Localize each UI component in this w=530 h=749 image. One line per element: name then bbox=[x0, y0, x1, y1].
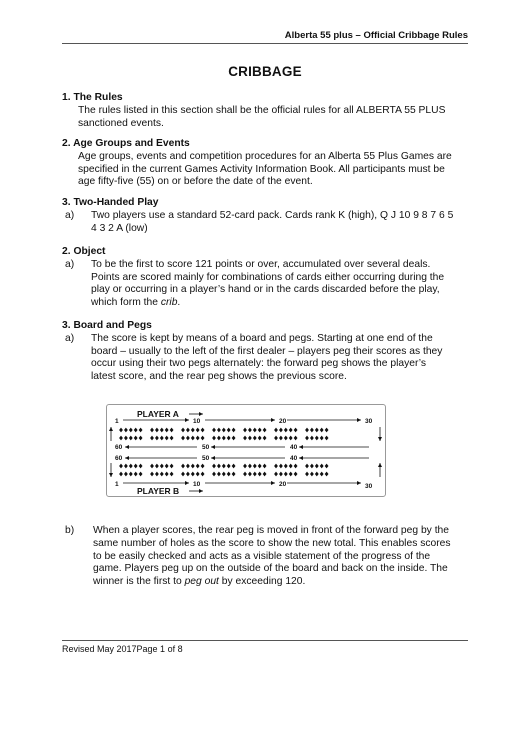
peg-hole bbox=[315, 436, 319, 441]
list-item bbox=[62, 525, 472, 589]
peg-hole bbox=[139, 428, 143, 433]
page-title: CRIBBAGE bbox=[228, 64, 302, 79]
item-label: a) bbox=[65, 209, 75, 221]
peg-hole bbox=[186, 472, 190, 477]
text-line: When a player scores, the rear peg is moved in front of the forward peg by the bbox=[93, 525, 450, 536]
peg-hole bbox=[134, 472, 138, 477]
peg-hole bbox=[139, 464, 143, 469]
section-heading: 3. Two-Handed Play bbox=[62, 197, 159, 208]
emphasis-crib: crib bbox=[160, 297, 178, 309]
peg-hole bbox=[222, 464, 226, 469]
peg-hole bbox=[279, 428, 283, 433]
peg-hole bbox=[263, 472, 267, 477]
board-number-1-bottom: 1 bbox=[115, 481, 119, 488]
page-footer: Revised May 2017Page 1 of 8 bbox=[62, 644, 183, 654]
side-arrow-left-head bbox=[109, 427, 113, 431]
peg-hole bbox=[201, 464, 205, 469]
peg-hole bbox=[181, 428, 185, 433]
peg-hole bbox=[155, 436, 159, 441]
running-header: Alberta 55 plus – Official Cribbage Rules bbox=[284, 30, 468, 41]
board-number-40-inner: 40 bbox=[290, 444, 298, 451]
peg-hole bbox=[248, 436, 252, 441]
peg-hole bbox=[186, 428, 190, 433]
track-arrow-head bbox=[185, 418, 189, 422]
peg-hole bbox=[320, 436, 324, 441]
peg-hole bbox=[201, 436, 205, 441]
text-line: The rules listed in this section shall be the official rules for all ALBERTA 55 PLUS bbox=[78, 104, 446, 116]
peg-hole bbox=[196, 472, 200, 477]
peg-hole bbox=[284, 428, 288, 433]
track-arrow-head bbox=[299, 445, 303, 449]
peg-hole bbox=[243, 436, 247, 441]
peg-hole bbox=[196, 428, 200, 433]
peg-hole bbox=[134, 428, 138, 433]
peg-hole bbox=[325, 428, 329, 433]
section-heading: 2. Object bbox=[62, 246, 106, 257]
section-two-handed-play bbox=[62, 197, 472, 235]
peg-hole bbox=[217, 472, 221, 477]
list-item bbox=[62, 259, 472, 310]
peg-hole bbox=[289, 472, 293, 477]
peg-hole bbox=[181, 436, 185, 441]
text-line: 4 3 2 A (low) bbox=[91, 222, 148, 234]
peg-hole bbox=[294, 472, 298, 477]
peg-hole bbox=[294, 436, 298, 441]
peg-hole bbox=[119, 428, 123, 433]
peg-hole bbox=[222, 428, 226, 433]
footer-divider bbox=[62, 640, 468, 641]
peg-hole bbox=[325, 436, 329, 441]
peg-hole bbox=[279, 472, 283, 477]
item-label: b) bbox=[65, 525, 75, 536]
player-b-arrow-head bbox=[199, 489, 203, 493]
peg-hole bbox=[217, 428, 221, 433]
cribbage-board-diagram bbox=[106, 404, 386, 497]
text-span: by exceeding 120. bbox=[218, 576, 306, 588]
peg-hole bbox=[263, 436, 267, 441]
peg-hole bbox=[160, 464, 164, 469]
peg-hole bbox=[129, 472, 133, 477]
peg-hole bbox=[263, 428, 267, 433]
peg-hole bbox=[212, 436, 216, 441]
peg-hole bbox=[258, 464, 262, 469]
peg-hole bbox=[279, 436, 283, 441]
peg-hole bbox=[155, 472, 159, 477]
peg-hole bbox=[196, 436, 200, 441]
peg-hole bbox=[124, 472, 128, 477]
peg-hole bbox=[258, 472, 262, 477]
peg-hole bbox=[248, 472, 252, 477]
peg-hole bbox=[129, 436, 133, 441]
peg-hole bbox=[243, 472, 247, 477]
track-arrow-head bbox=[357, 418, 361, 422]
board-number-60-inner-b: 60 bbox=[115, 455, 123, 462]
section-board-and-pegs-b bbox=[62, 525, 472, 589]
track-arrow-head bbox=[271, 481, 275, 485]
peg-hole bbox=[201, 428, 205, 433]
board-number-50-inner-b: 50 bbox=[202, 455, 210, 462]
peg-hole bbox=[310, 428, 314, 433]
peg-hole bbox=[258, 436, 262, 441]
peg-hole bbox=[170, 472, 174, 477]
peg-hole bbox=[227, 436, 231, 441]
text-line: to be easily checked and acts as a visible statement of the progress of the bbox=[93, 550, 431, 562]
peg-hole bbox=[289, 436, 293, 441]
peg-hole bbox=[139, 436, 143, 441]
peg-hole bbox=[222, 436, 226, 441]
peg-hole bbox=[284, 464, 288, 469]
side-arrow-left-head bbox=[109, 473, 113, 477]
peg-hole bbox=[325, 472, 329, 477]
text-span: which form the bbox=[91, 297, 161, 309]
section-the-rules bbox=[62, 92, 472, 130]
text-line: Points are scored mainly for combinations of cards either occurring during the bbox=[91, 271, 445, 283]
board-number-20-bottom: 20 bbox=[279, 481, 287, 488]
text-line: sanctioned events. bbox=[78, 117, 164, 129]
peg-hole bbox=[305, 428, 309, 433]
text-line: Two players use a standard 52-card pack. Cards rank K (high), Q J 10 9 8 7 6 5 bbox=[91, 209, 454, 221]
peg-hole bbox=[129, 464, 133, 469]
peg-hole bbox=[274, 436, 278, 441]
peg-hole bbox=[253, 464, 257, 469]
peg-hole bbox=[284, 472, 288, 477]
peg-hole bbox=[139, 472, 143, 477]
peg-hole bbox=[284, 436, 288, 441]
peg-hole bbox=[274, 472, 278, 477]
peg-hole bbox=[315, 464, 319, 469]
peg-hole bbox=[165, 464, 169, 469]
peg-hole bbox=[119, 472, 123, 477]
section-body bbox=[62, 151, 472, 189]
board-number-40-inner-b: 40 bbox=[290, 455, 298, 462]
text-line: latest score, and the rear peg shows the previous score. bbox=[91, 371, 347, 383]
text-line: The score is kept by means of a board and pegs. Starting at one end of the bbox=[91, 332, 433, 344]
item-label: a) bbox=[65, 332, 75, 344]
peg-hole bbox=[119, 464, 123, 469]
peg-hole bbox=[155, 428, 159, 433]
peg-hole bbox=[170, 464, 174, 469]
peg-hole bbox=[186, 436, 190, 441]
side-arrow-right-head bbox=[378, 463, 382, 467]
section-board-and-pegs bbox=[62, 320, 472, 384]
player-b-label: PLAYER B bbox=[137, 486, 180, 496]
section-age-groups bbox=[62, 138, 472, 189]
peg-hole bbox=[160, 428, 164, 433]
peg-hole bbox=[253, 436, 257, 441]
peg-hole bbox=[279, 464, 283, 469]
peg-hole bbox=[320, 428, 324, 433]
peg-hole bbox=[248, 428, 252, 433]
peg-hole bbox=[165, 436, 169, 441]
board-number-50-inner: 50 bbox=[202, 444, 210, 451]
peg-hole bbox=[320, 464, 324, 469]
section-heading: 3. Board and Pegs bbox=[62, 320, 152, 331]
peg-hole bbox=[191, 436, 195, 441]
list-item bbox=[62, 210, 472, 236]
peg-hole bbox=[170, 428, 174, 433]
text-line: play or occurring in a player’s hand or in the cards discarded before the play, bbox=[91, 284, 440, 296]
peg-hole bbox=[294, 464, 298, 469]
text-span: . bbox=[177, 297, 181, 309]
peg-hole bbox=[253, 428, 257, 433]
peg-hole bbox=[232, 464, 236, 469]
peg-hole bbox=[181, 472, 185, 477]
peg-hole bbox=[165, 428, 169, 433]
peg-hole bbox=[320, 472, 324, 477]
peg-hole bbox=[294, 428, 298, 433]
side-arrow-right-head bbox=[378, 437, 382, 441]
peg-hole bbox=[186, 464, 190, 469]
track-arrow-head bbox=[271, 418, 275, 422]
section-heading: 2. Age Groups and Events bbox=[62, 138, 190, 149]
board-number-20-top: 20 bbox=[279, 418, 287, 425]
peg-hole bbox=[248, 464, 252, 469]
peg-hole bbox=[232, 436, 236, 441]
peg-hole bbox=[227, 428, 231, 433]
peg-hole bbox=[305, 472, 309, 477]
cribbage-board-svg bbox=[107, 405, 385, 496]
peg-hole bbox=[150, 472, 154, 477]
peg-hole bbox=[217, 464, 221, 469]
peg-hole bbox=[310, 436, 314, 441]
peg-hole bbox=[201, 472, 205, 477]
peg-hole bbox=[243, 428, 247, 433]
text-line: occur using their two pegs alternately: the forward peg shows the player’s bbox=[91, 358, 427, 370]
peg-hole bbox=[258, 428, 262, 433]
peg-hole bbox=[134, 436, 138, 441]
item-label: a) bbox=[65, 258, 75, 270]
peg-hole bbox=[150, 428, 154, 433]
peg-hole bbox=[232, 472, 236, 477]
peg-hole bbox=[129, 428, 133, 433]
peg-hole bbox=[325, 464, 329, 469]
peg-hole bbox=[160, 436, 164, 441]
text-line: board – usually to the left of the first dealer – players peg their scores as they bbox=[91, 345, 443, 357]
peg-hole bbox=[289, 464, 293, 469]
peg-hole bbox=[289, 428, 293, 433]
peg-hole bbox=[165, 472, 169, 477]
peg-hole bbox=[191, 428, 195, 433]
text-line bbox=[91, 297, 472, 310]
emphasis-peg-out: peg out bbox=[184, 576, 219, 588]
peg-hole bbox=[191, 464, 195, 469]
section-heading: 1. The Rules bbox=[62, 92, 123, 103]
peg-hole bbox=[315, 428, 319, 433]
peg-hole bbox=[310, 464, 314, 469]
track-arrow-head bbox=[185, 481, 189, 485]
peg-hole bbox=[315, 472, 319, 477]
text-line: age fifty-five (55) on or before the date of the event. bbox=[78, 176, 313, 188]
peg-hole bbox=[124, 428, 128, 433]
text-line: same number of holes as the score to show the new total. This enables scores bbox=[93, 537, 451, 549]
peg-hole bbox=[124, 436, 128, 441]
peg-hole bbox=[227, 472, 231, 477]
list-item bbox=[62, 333, 472, 384]
peg-hole bbox=[222, 472, 226, 477]
text-line bbox=[93, 576, 472, 589]
track-arrow-head bbox=[125, 445, 129, 449]
text-line: specified in the current Games Activity Information Book. All participants must be bbox=[78, 163, 445, 175]
player-a-arrow-head bbox=[199, 412, 203, 416]
peg-hole bbox=[253, 472, 257, 477]
peg-hole bbox=[227, 464, 231, 469]
board-number-10-bottom: 10 bbox=[193, 481, 201, 488]
board-number-60-inner: 60 bbox=[115, 444, 123, 451]
board-number-30-bottom: 30 bbox=[365, 483, 373, 490]
peg-hole bbox=[212, 464, 216, 469]
peg-hole bbox=[217, 436, 221, 441]
peg-hole bbox=[134, 464, 138, 469]
peg-hole bbox=[274, 428, 278, 433]
section-object bbox=[62, 246, 472, 310]
track-arrow-head bbox=[211, 445, 215, 449]
board-number-30-top: 30 bbox=[365, 418, 373, 425]
section-body bbox=[62, 105, 472, 131]
peg-hole bbox=[119, 436, 123, 441]
peg-hole bbox=[150, 464, 154, 469]
board-number-10-top: 10 bbox=[193, 418, 201, 425]
peg-hole bbox=[124, 464, 128, 469]
peg-hole bbox=[150, 436, 154, 441]
peg-hole bbox=[305, 436, 309, 441]
header-divider bbox=[62, 43, 468, 44]
text-line: game. Players peg up on the outside of the board and back on the inside. The bbox=[93, 563, 448, 575]
peg-hole bbox=[170, 436, 174, 441]
peg-hole bbox=[274, 464, 278, 469]
peg-hole bbox=[305, 464, 309, 469]
peg-hole bbox=[155, 464, 159, 469]
peg-hole bbox=[243, 464, 247, 469]
text-line: Age groups, events and competition procedures for an Alberta 55 Plus Games are bbox=[78, 150, 452, 162]
peg-hole bbox=[263, 464, 267, 469]
track-arrow-head bbox=[211, 456, 215, 460]
peg-hole bbox=[212, 472, 216, 477]
text-span: winner is the first to bbox=[93, 576, 185, 588]
text-line: To be the first to score 121 points or over, accumulated over several deals. bbox=[91, 258, 431, 270]
peg-hole bbox=[212, 428, 216, 433]
peg-hole bbox=[191, 472, 195, 477]
board-number-1-top: 1 bbox=[115, 418, 119, 425]
peg-hole bbox=[196, 464, 200, 469]
peg-hole bbox=[181, 464, 185, 469]
player-a-label: PLAYER A bbox=[137, 409, 179, 419]
track-arrow-head bbox=[125, 456, 129, 460]
track-arrow-head bbox=[299, 456, 303, 460]
track-arrow-head bbox=[357, 481, 361, 485]
peg-hole bbox=[310, 472, 314, 477]
peg-hole bbox=[160, 472, 164, 477]
peg-hole bbox=[232, 428, 236, 433]
